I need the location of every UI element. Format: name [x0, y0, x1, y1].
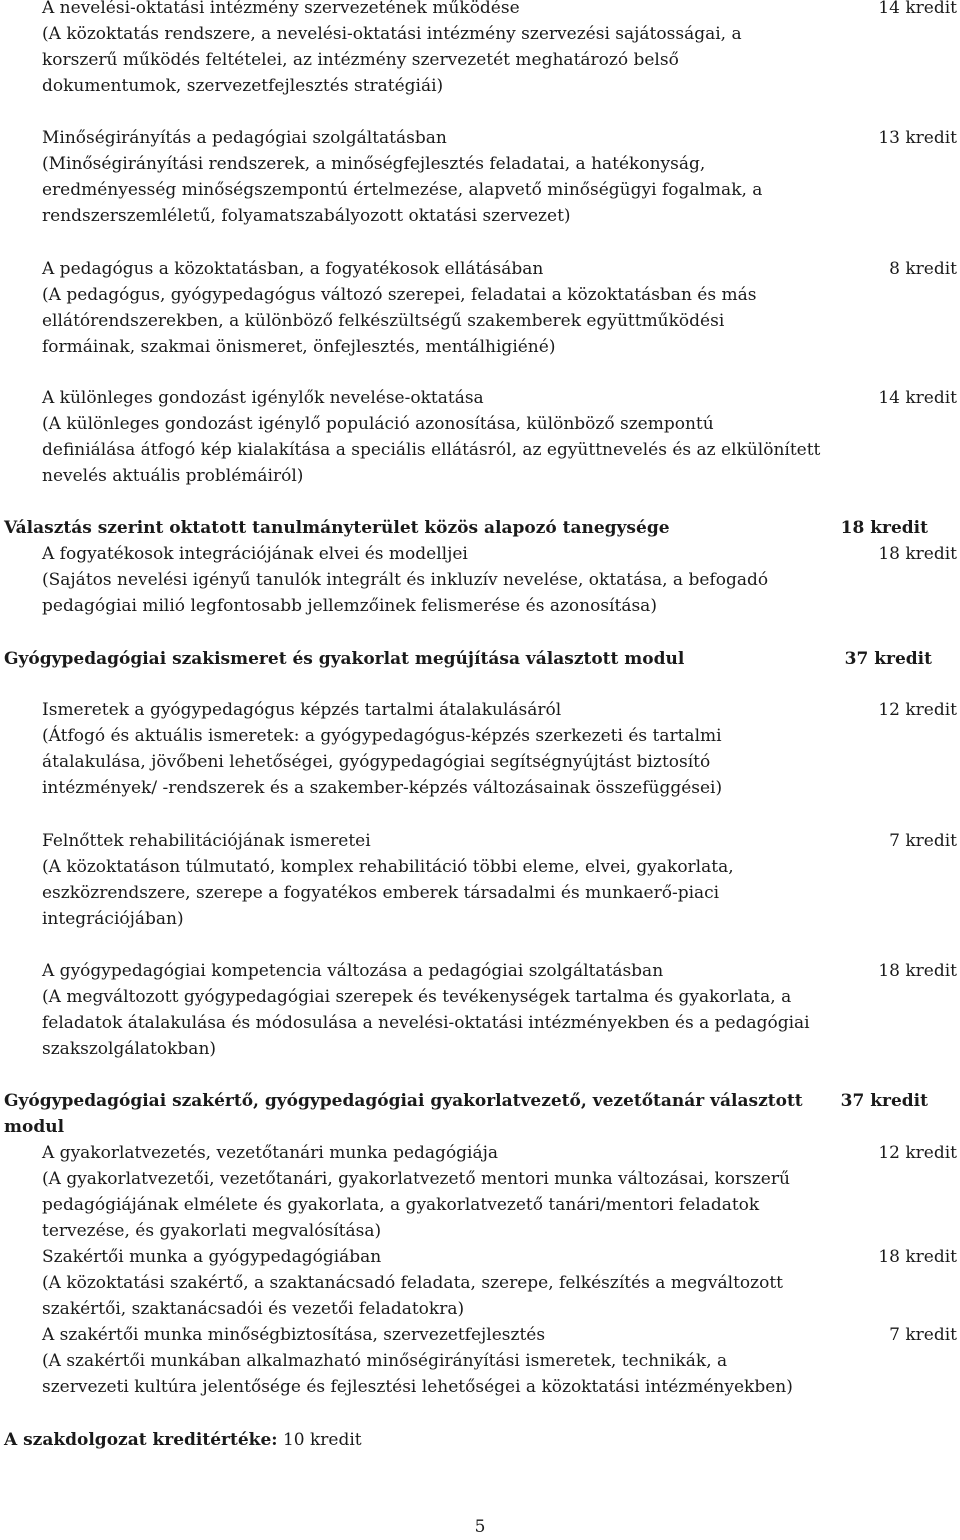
course-desc-line: integrációjában)	[42, 909, 184, 929]
thesis-credit-line	[4, 1427, 362, 1453]
course-block	[42, 541, 832, 619]
course-credit: 7 kredit	[889, 1325, 957, 1345]
module-title-line: modul	[4, 1117, 65, 1137]
course-desc-line: (Minőségirányítási rendszerek, a minőségfejlesztés feladatai, a hatékonyság,	[42, 154, 706, 174]
course-desc-line: nevelés aktuális problémáiról)	[42, 466, 304, 486]
course-block	[42, 256, 832, 360]
course-desc-line: formáinak, szakmai önismeret, önfejlesztés, mentálhigiéné)	[42, 337, 556, 357]
course-block	[42, 385, 832, 489]
course-desc-line: (Átfogó és aktuális ismeretek: a gyógypedagógus-képzés szerkezeti és tartalmi	[42, 726, 722, 746]
course-credit: 7 kredit	[889, 831, 957, 851]
course-credit: 8 kredit	[889, 259, 957, 279]
course-block	[42, 1244, 832, 1322]
course-desc-line: rendszerszemléletű, folyamatszabályozott oktatási szervezet)	[42, 206, 571, 226]
course-title: A nevelési-oktatási intézmény szervezetének működése	[42, 0, 520, 18]
module-title: Választás szerint oktatott tanulmányterület közös alapozó tanegysége	[4, 518, 670, 538]
module-credit: 37 kredit	[844, 649, 932, 669]
course-credit: 12 kredit	[878, 700, 957, 720]
course-desc-line: szakszolgálatokban)	[42, 1039, 217, 1059]
course-block	[42, 1140, 832, 1244]
course-desc-line: definiálása átfogó kép kialakítása a speciális ellátásról, az együttnevelés és az elkülönített	[42, 440, 821, 460]
course-desc-line: átalakulása, jövőbeni lehetőségei, gyógypedagógiai segítségnyújtást biztosító	[42, 752, 711, 772]
course-block	[42, 697, 832, 801]
module-title	[4, 1088, 824, 1140]
course-desc-line: intézmények/ -rendszerek és a szakember-képzés változásainak összefüggései)	[42, 778, 723, 798]
course-desc-line: tervezése, és gyakorlati megvalósítása)	[42, 1221, 382, 1241]
course-desc-line: szervezeti kultúra jelentősége és fejlesztési lehetőségei a közoktatási intézményekben)	[42, 1377, 793, 1397]
course-title: A gyógypedagógiai kompetencia változása a pedagógiai szolgáltatásban	[42, 961, 664, 981]
course-desc-line: (A megváltozott gyógypedagógiai szerepek és tevékenységek tartalma és gyakorlata, a	[42, 987, 792, 1007]
course-block	[42, 828, 832, 932]
course-title: A fogyatékosok integrációjának elvei és modelljei	[42, 544, 468, 564]
course-desc-line: dokumentumok, szervezetfejlesztés stratégiái)	[42, 76, 444, 96]
thesis-label: A szakdolgozat kreditértéke:	[4, 1430, 278, 1450]
course-desc-line: (A gyakorlatvezetői, vezetőtanári, gyakorlatvezető mentori munka változásai, korszerű	[42, 1169, 790, 1189]
course-desc-line: szakértői, szaktanácsadói és vezetői feladatokra)	[42, 1299, 465, 1319]
course-credit: 12 kredit	[878, 1143, 957, 1163]
course-block	[42, 958, 832, 1062]
course-title: A szakértői munka minőségbiztosítása, szervezetfejlesztés	[42, 1325, 546, 1345]
course-desc-line: eredményesség minőségszempontú értelmezése, alapvető minőségügyi fogalmak, a	[42, 180, 763, 200]
course-title: Minőségirányítás a pedagógiai szolgáltatásban	[42, 128, 447, 148]
course-credit: 14 kredit	[878, 0, 957, 18]
module-title: Gyógypedagógiai szakismeret és gyakorlat megújítása választott modul	[4, 649, 685, 669]
course-title: A pedagógus a közoktatásban, a fogyatékosok ellátásában	[42, 259, 544, 279]
course-credit: 18 kredit	[878, 961, 957, 981]
course-title: A különleges gondozást igénylők nevelése-oktatása	[42, 388, 484, 408]
page-number: 5	[474, 1517, 486, 1537]
course-credit: 18 kredit	[878, 1247, 957, 1267]
course-credit: 18 kredit	[878, 544, 957, 564]
module-credit: 18 kredit	[840, 518, 928, 538]
course-title: Felnőttek rehabilitációjának ismeretei	[42, 831, 371, 851]
course-block	[42, 0, 832, 99]
module-title-line: Gyógypedagógiai szakértő, gyógypedagógiai gyakorlatvezető, vezetőtanár választott	[4, 1091, 803, 1111]
course-desc-line: (A pedagógus, gyógypedagógus változó szerepei, feladatai a közoktatásban és más	[42, 285, 757, 305]
course-block	[42, 1322, 832, 1400]
course-title: Szakértői munka a gyógypedagógiában	[42, 1247, 382, 1267]
course-desc-line: pedagógiai milió legfontosabb jellemzőinek felismerése és azonosítása)	[42, 596, 657, 616]
course-desc-line: (A közoktatási szakértő, a szaktanácsadó feladata, szerepe, felkészítés a megváltozott	[42, 1273, 784, 1293]
thesis-value: 10 kredit	[277, 1430, 362, 1450]
course-desc-line: (A szakértői munkában alkalmazható minőségirányítási ismeretek, technikák, a	[42, 1351, 728, 1371]
course-credit: 14 kredit	[878, 388, 957, 408]
course-title: A gyakorlatvezetés, vezetőtanári munka pedagógiája	[42, 1143, 499, 1163]
course-title: Ismeretek a gyógypedagógus képzés tartalmi átalakulásáról	[42, 700, 562, 720]
course-credit: 13 kredit	[878, 128, 957, 148]
course-desc-line: pedagógiájának elmélete és gyakorlata, a gyakorlatvezető tanári/mentori feladatok	[42, 1195, 760, 1215]
module-credit: 37 kredit	[840, 1091, 928, 1111]
course-block	[42, 125, 832, 229]
course-desc-line: (A közoktatáson túlmutató, komplex rehabilitáció többi eleme, elvei, gyakorlata,	[42, 857, 734, 877]
course-desc-line: (A közoktatás rendszere, a nevelési-oktatási intézmény szervezési sajátosságai, a	[42, 24, 742, 44]
course-desc-line: ellátórendszerekben, a különböző felkészültségű szakemberek együttműködési	[42, 311, 725, 331]
course-desc-line: (A különleges gondozást igénylő populáció azonosítása, különböző szempontú	[42, 414, 714, 434]
course-desc-line: eszközrendszere, szerepe a fogyatékos emberek társadalmi és munkaerő-piaci	[42, 883, 720, 903]
course-desc-line: feladatok átalakulása és módosulása a nevelési-oktatási intézményekben és a pedagógiai	[42, 1013, 810, 1033]
course-desc-line: korszerű működés feltételei, az intézmény szervezetét meghatározó belső	[42, 50, 679, 70]
course-desc-line: (Sajátos nevelési igényű tanulók integrált és inkluzív nevelése, oktatása, a befogadó	[42, 570, 769, 590]
